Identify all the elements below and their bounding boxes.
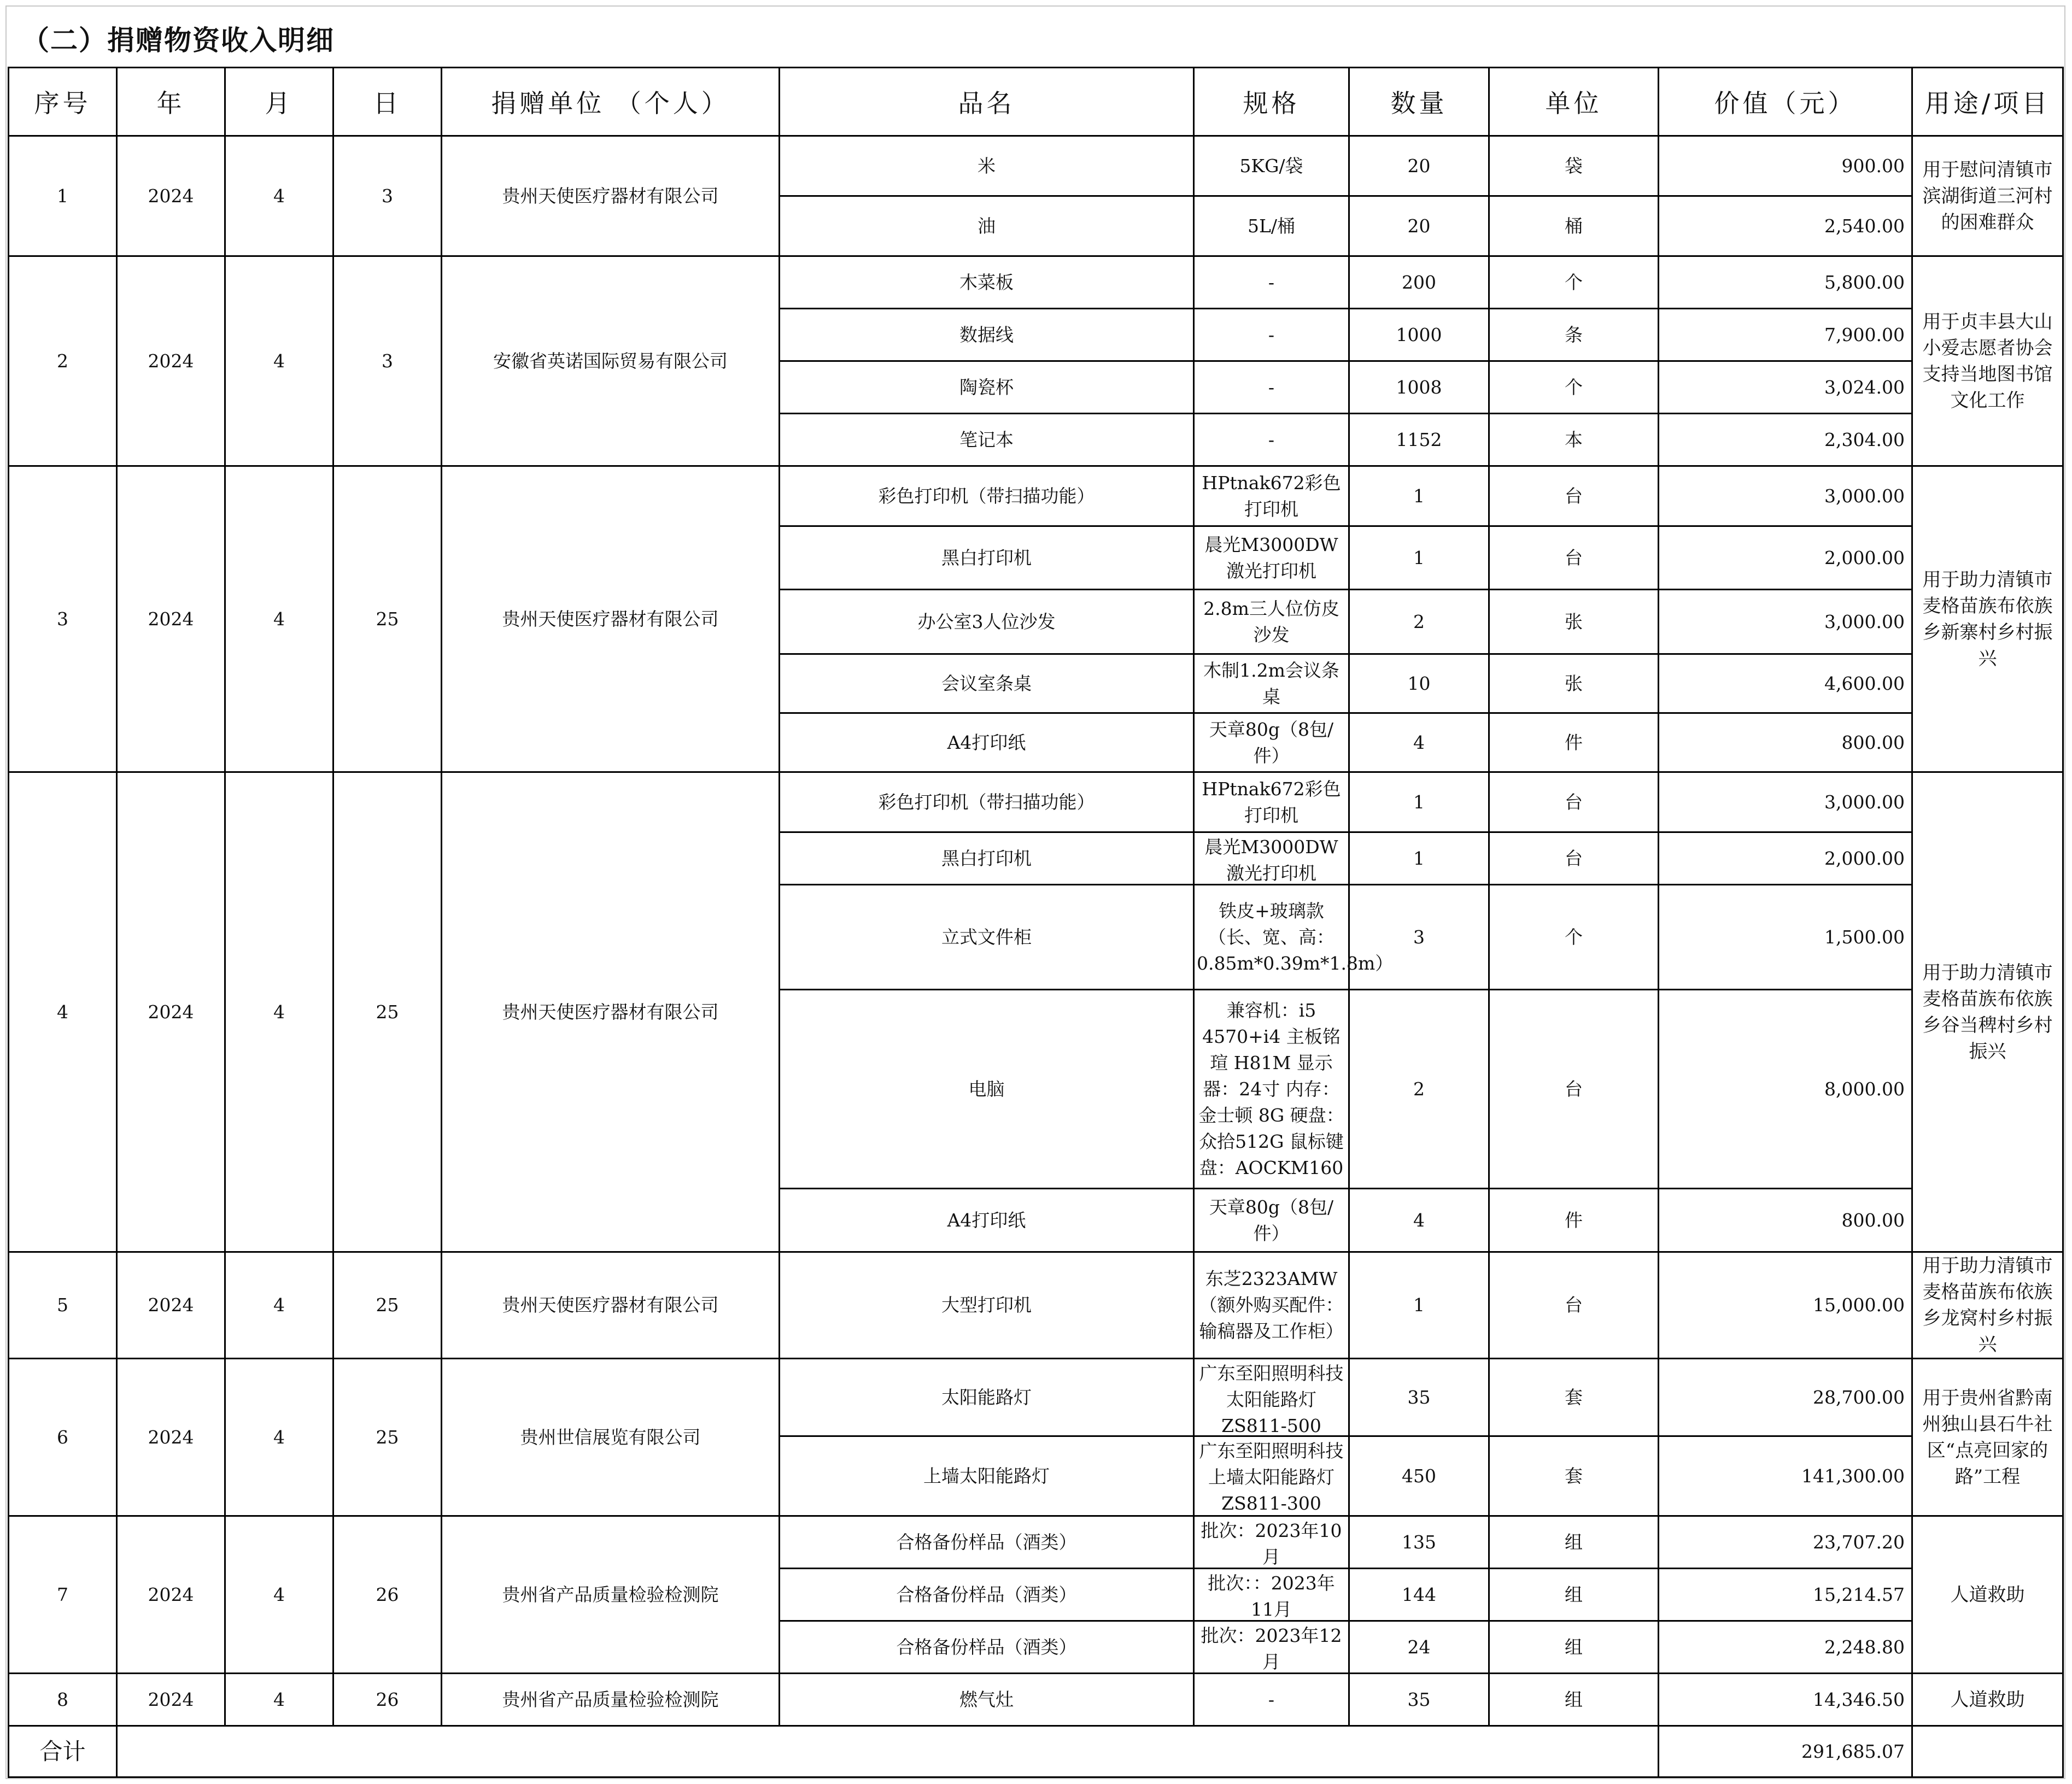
unit-cell: 条 (1489, 309, 1659, 361)
item-name-cell: 黑白打印机 (780, 526, 1194, 590)
col-header: 数量 (1349, 68, 1489, 136)
quantity-cell: 35 (1349, 1359, 1489, 1436)
item-name-cell: 办公室3人位沙发 (780, 590, 1194, 654)
spec-text: - (1268, 271, 1275, 293)
row-number-cell: 5 (9, 1252, 117, 1359)
item-name-cell: 黑白打印机 (780, 832, 1194, 885)
spec-cell (1194, 1621, 1349, 1674)
value-cell: 141,300.00 (1659, 1436, 1912, 1516)
unit-cell: 组 (1489, 1516, 1659, 1569)
month-cell: 4 (225, 772, 333, 1252)
quantity-cell: 20 (1349, 196, 1489, 256)
item-name-cell: A4打印纸 (780, 1189, 1194, 1252)
table-row (9, 256, 2063, 309)
col-header: 日 (333, 68, 442, 136)
spec-cell (1194, 309, 1349, 361)
quantity-cell: 3 (1349, 885, 1489, 990)
spec-text: 批次：：2023年11月 (1208, 1572, 1335, 1620)
row-number-cell: 4 (9, 772, 117, 1252)
unit-cell: 组 (1489, 1674, 1659, 1726)
table-row (9, 1674, 2063, 1726)
year-cell: 2024 (117, 1674, 225, 1726)
unit-cell: 袋 (1489, 136, 1659, 196)
unit-cell: 台 (1489, 466, 1659, 526)
spec-text: 2.8m三人位仿皮沙发 (1203, 597, 1339, 645)
month-cell: 4 (225, 1252, 333, 1359)
spec-cell (1194, 772, 1349, 832)
col-header: 价值（元） (1659, 68, 1912, 136)
spec-cell (1194, 654, 1349, 713)
table-row (9, 1252, 2063, 1359)
quantity-cell: 1 (1349, 832, 1489, 885)
spec-cell (1194, 256, 1349, 309)
spec-cell (1194, 1516, 1349, 1569)
spec-text: 天章80g（8包/件） (1209, 718, 1334, 766)
donor-cell: 贵州天使医疗器材有限公司 (442, 136, 780, 256)
table-row (9, 466, 2063, 526)
value-cell: 3,000.00 (1659, 590, 1912, 654)
donor-cell: 贵州天使医疗器材有限公司 (442, 772, 780, 1252)
value-cell: 3,000.00 (1659, 772, 1912, 832)
row-number-cell: 2 (9, 256, 117, 466)
day-cell: 3 (333, 256, 442, 466)
spec-cell (1194, 1674, 1349, 1726)
value-cell: 15,214.57 (1659, 1569, 1912, 1621)
item-name-cell: 数据线 (780, 309, 1194, 361)
spec-text: 兼容机：i5 4570+i4 主板铭瑄 H81M 显示器：24寸 内存：金士顿 8G 硬盘：众拾512G 鼠标键盘：AOCKM160 (1198, 999, 1344, 1178)
unit-cell: 个 (1489, 361, 1659, 414)
quantity-cell: 24 (1349, 1621, 1489, 1674)
item-name-cell: 立式文件柜 (780, 885, 1194, 990)
total-label: 合计 (9, 1726, 117, 1777)
spec-text: HPtnak672彩色打印机 (1202, 472, 1341, 520)
spec-text: 木制1.2m会议条桌 (1203, 659, 1339, 707)
spec-cell (1194, 414, 1349, 466)
day-cell: 25 (333, 1252, 442, 1359)
month-cell: 4 (225, 1516, 333, 1674)
quantity-cell: 1 (1349, 772, 1489, 832)
donor-cell: 贵州天使医疗器材有限公司 (442, 1252, 780, 1359)
month-cell: 4 (225, 1359, 333, 1516)
usage-cell: 人道救助 (1912, 1674, 2063, 1726)
spec-cell (1194, 466, 1349, 526)
item-name-cell: A4打印纸 (780, 713, 1194, 772)
total-row (9, 1726, 2063, 1777)
table-row (9, 1516, 2063, 1569)
value-cell: 4,600.00 (1659, 654, 1912, 713)
col-header: 月 (225, 68, 333, 136)
item-name-cell: 米 (780, 136, 1194, 196)
table-row (9, 136, 2063, 196)
usage-cell: 用于慰问清镇市滨湖街道三河村的困难群众 (1912, 136, 2063, 256)
table-row (9, 1359, 2063, 1436)
value-cell: 2,540.00 (1659, 196, 1912, 256)
spec-text: 广东至阳照明科技 太阳能路灯ZS811-500 (1199, 1362, 1344, 1436)
unit-cell: 组 (1489, 1621, 1659, 1674)
year-cell: 2024 (117, 1359, 225, 1516)
usage-cell: 用于贞丰县大山小爱志愿者协会支持当地图书馆文化工作 (1912, 256, 2063, 466)
item-name-cell: 油 (780, 196, 1194, 256)
value-cell: 2,000.00 (1659, 526, 1912, 590)
value-cell: 900.00 (1659, 136, 1912, 196)
year-cell: 2024 (117, 256, 225, 466)
total-value: 291,685.07 (1659, 1726, 1912, 1777)
usage-cell: 用于贵州省黔南州独山县石牛社区“点亮回家的路”工程 (1912, 1359, 2063, 1516)
unit-cell: 件 (1489, 1189, 1659, 1252)
spec-text: 广东至阳照明科技 上墙太阳能路灯ZS811-300 (1199, 1440, 1344, 1514)
usage-cell: 用于助力清镇市麦格苗族布依族乡新寨村乡村振兴 (1912, 466, 2063, 772)
item-name-cell: 陶瓷杯 (780, 361, 1194, 414)
quantity-cell: 1 (1349, 466, 1489, 526)
value-cell: 2,248.80 (1659, 1621, 1912, 1674)
unit-cell: 台 (1489, 990, 1659, 1189)
value-cell: 8,000.00 (1659, 990, 1912, 1189)
spec-cell (1194, 1359, 1349, 1436)
spec-cell (1194, 885, 1394, 990)
item-name-cell: 笔记本 (780, 414, 1194, 466)
item-name-cell: 大型打印机 (780, 1252, 1194, 1359)
donor-cell: 贵州省产品质量检验检测院 (442, 1674, 780, 1726)
value-cell: 28,700.00 (1659, 1359, 1912, 1436)
day-cell: 25 (333, 1359, 442, 1516)
spec-cell (1194, 526, 1349, 590)
donor-cell: 贵州世信展览有限公司 (442, 1359, 780, 1516)
value-cell: 5,800.00 (1659, 256, 1912, 309)
quantity-cell: 4 (1349, 713, 1489, 772)
spec-cell (1194, 832, 1349, 885)
quantity-cell: 1008 (1349, 361, 1489, 414)
donor-cell: 安徽省英诺国际贸易有限公司 (442, 256, 780, 466)
month-cell: 4 (225, 1674, 333, 1726)
table-body (9, 136, 2063, 1726)
unit-cell: 套 (1489, 1359, 1659, 1436)
spec-cell (1194, 196, 1349, 256)
spec-cell (1194, 713, 1349, 772)
spec-cell (1194, 1436, 1349, 1516)
spec-text: 晨光M3000DW激光打印机 (1204, 533, 1338, 582)
value-cell: 1,500.00 (1659, 885, 1912, 990)
unit-cell: 台 (1489, 1252, 1659, 1359)
quantity-cell: 10 (1349, 654, 1489, 713)
col-header: 单位 (1489, 68, 1659, 136)
item-name-cell: 彩色打印机（带扫描功能） (780, 466, 1194, 526)
item-name-cell: 彩色打印机（带扫描功能） (780, 772, 1194, 832)
spec-text: HPtnak672彩色打印机 (1202, 778, 1341, 826)
value-cell: 800.00 (1659, 713, 1912, 772)
item-name-cell: 会议室条桌 (780, 654, 1194, 713)
month-cell: 4 (225, 466, 333, 772)
header-row (9, 68, 2063, 136)
total-spacer (117, 1726, 1659, 1777)
row-number-cell: 6 (9, 1359, 117, 1516)
spec-cell (1194, 1252, 1349, 1359)
unit-cell: 本 (1489, 414, 1659, 466)
item-name-cell: 合格备份样品（酒类） (780, 1516, 1194, 1569)
quantity-cell: 200 (1349, 256, 1489, 309)
unit-cell: 组 (1489, 1569, 1659, 1621)
quantity-cell: 1 (1349, 1252, 1489, 1359)
table-row (9, 772, 2063, 832)
col-header: 规格 (1194, 68, 1349, 136)
quantity-cell: 1 (1349, 526, 1489, 590)
day-cell: 26 (333, 1674, 442, 1726)
row-number-cell: 8 (9, 1674, 117, 1726)
unit-cell: 个 (1489, 885, 1659, 990)
quantity-cell: 4 (1349, 1189, 1489, 1252)
value-cell: 7,900.00 (1659, 309, 1912, 361)
row-number-cell: 3 (9, 466, 117, 772)
spec-text: 批次：2023年12月 (1201, 1624, 1342, 1672)
spec-cell (1194, 1189, 1349, 1252)
usage-cell: 用于助力清镇市麦格苗族布依族乡龙窝村乡村振兴 (1912, 1252, 2063, 1359)
spec-cell (1194, 1569, 1349, 1621)
quantity-cell: 35 (1349, 1674, 1489, 1726)
unit-cell: 桶 (1489, 196, 1659, 256)
section-title: （二）捐赠物资收入明细 (22, 25, 335, 56)
col-header: 年 (117, 68, 225, 136)
spec-text: 晨光M3000DW激光打印机 (1204, 836, 1338, 884)
quantity-cell: 144 (1349, 1569, 1489, 1621)
usage-cell: 用于助力清镇市麦格苗族布依族乡谷当稗村乡村振兴 (1912, 772, 2063, 1252)
spec-cell (1194, 990, 1349, 1189)
item-name-cell: 电脑 (780, 990, 1194, 1189)
quantity-cell: 1000 (1349, 309, 1489, 361)
col-header: 品名 (780, 68, 1194, 136)
spec-text: 5L/桶 (1247, 215, 1296, 237)
spec-text: 5KG/袋 (1239, 155, 1303, 177)
value-cell: 23,707.20 (1659, 1516, 1912, 1569)
col-header: 序号 (9, 68, 117, 136)
row-number-cell: 1 (9, 136, 117, 256)
year-cell: 2024 (117, 466, 225, 772)
spec-text: 天章80g（8包/件） (1209, 1196, 1334, 1244)
total-usage-cell (1912, 1726, 2063, 1777)
item-name-cell: 合格备份样品（酒类） (780, 1569, 1194, 1621)
unit-cell: 套 (1489, 1436, 1659, 1516)
value-cell: 14,346.50 (1659, 1674, 1912, 1726)
spec-text: - (1268, 376, 1275, 398)
day-cell: 3 (333, 136, 442, 256)
unit-cell: 件 (1489, 713, 1659, 772)
quantity-cell: 1152 (1349, 414, 1489, 466)
unit-cell: 台 (1489, 772, 1659, 832)
year-cell: 2024 (117, 1516, 225, 1674)
item-name-cell: 燃气灶 (780, 1674, 1194, 1726)
item-name-cell: 上墙太阳能路灯 (780, 1436, 1194, 1516)
unit-cell: 张 (1489, 590, 1659, 654)
unit-cell: 张 (1489, 654, 1659, 713)
col-header: 捐赠单位 （个人） (442, 68, 780, 136)
quantity-cell: 2 (1349, 590, 1489, 654)
year-cell: 2024 (117, 136, 225, 256)
usage-cell: 人道救助 (1912, 1516, 2063, 1674)
day-cell: 25 (333, 772, 442, 1252)
spec-text: 铁皮+玻璃款（长、宽、高：0.85m*0.39m*1.8m） (1197, 900, 1394, 974)
donor-cell: 贵州省产品质量检验检测院 (442, 1516, 780, 1674)
spec-text: - (1268, 324, 1275, 345)
donor-cell: 贵州天使医疗器材有限公司 (442, 466, 780, 772)
value-cell: 800.00 (1659, 1189, 1912, 1252)
day-cell: 26 (333, 1516, 442, 1674)
value-cell: 2,000.00 (1659, 832, 1912, 885)
spec-text: - (1268, 429, 1275, 450)
quantity-cell: 2 (1349, 990, 1489, 1189)
unit-cell: 个 (1489, 256, 1659, 309)
month-cell: 4 (225, 256, 333, 466)
donation-table (8, 67, 2064, 1778)
value-cell: 3,000.00 (1659, 466, 1912, 526)
value-cell: 15,000.00 (1659, 1252, 1912, 1359)
year-cell: 2024 (117, 1252, 225, 1359)
month-cell: 4 (225, 136, 333, 256)
value-cell: 3,024.00 (1659, 361, 1912, 414)
quantity-cell: 20 (1349, 136, 1489, 196)
spec-cell (1194, 590, 1349, 654)
item-name-cell: 木菜板 (780, 256, 1194, 309)
spec-cell (1194, 136, 1349, 196)
unit-cell: 台 (1489, 526, 1659, 590)
spec-text: - (1268, 1688, 1275, 1710)
col-header: 用途/项目 (1912, 68, 2063, 136)
item-name-cell: 合格备份样品（酒类） (780, 1621, 1194, 1674)
quantity-cell: 450 (1349, 1436, 1489, 1516)
spec-cell (1194, 361, 1349, 414)
spec-text: 批次：2023年10月 (1201, 1519, 1342, 1568)
day-cell: 25 (333, 466, 442, 772)
unit-cell: 台 (1489, 832, 1659, 885)
value-cell: 2,304.00 (1659, 414, 1912, 466)
spec-text: 东芝2323AMW（额外购买配件：输稿器及工作柜） (1199, 1268, 1344, 1342)
quantity-cell: 135 (1349, 1516, 1489, 1569)
year-cell: 2024 (117, 772, 225, 1252)
item-name-cell: 太阳能路灯 (780, 1359, 1194, 1436)
row-number-cell: 7 (9, 1516, 117, 1674)
